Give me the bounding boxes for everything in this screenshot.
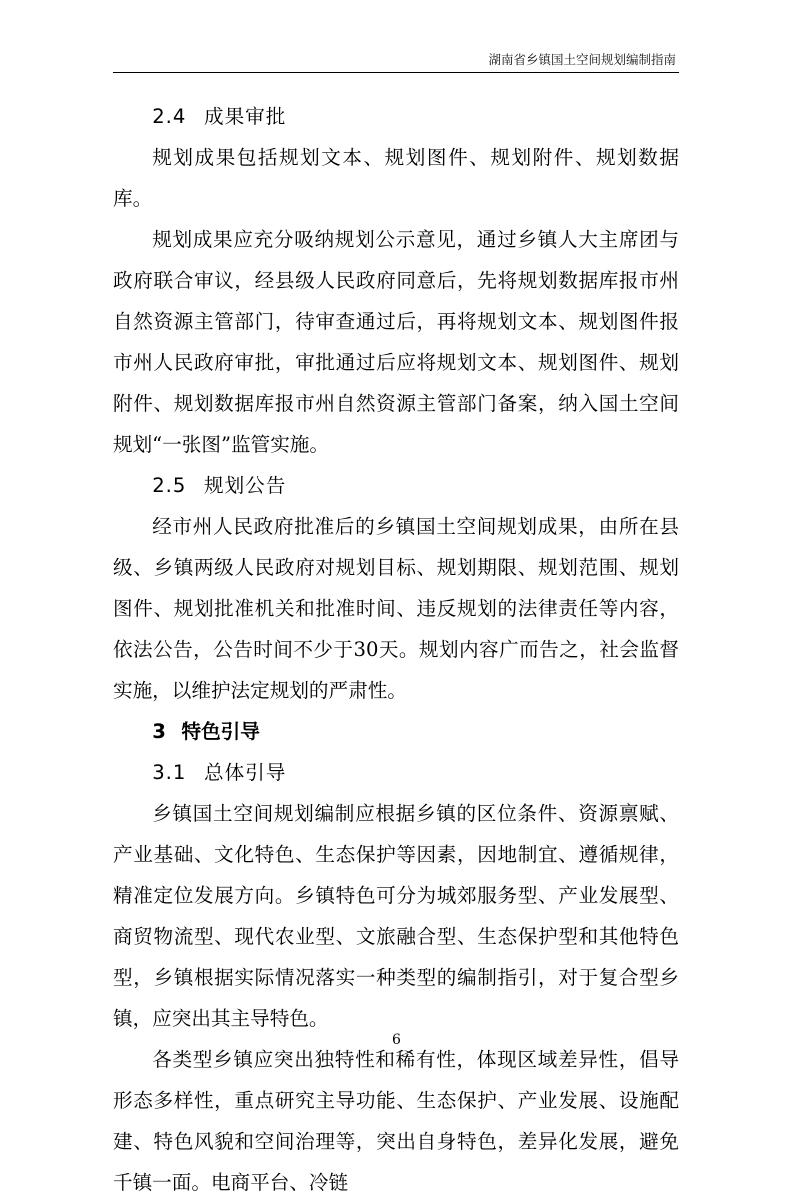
heading-title: 特色引导: [181, 720, 260, 743]
heading-2-4: [113, 96, 679, 137]
page-number: 6: [392, 1032, 401, 1048]
paragraph: 各类型乡镇应突出独特性和稀有性，体现区域差异性，倡导形态多样性，重点研究主导功能、生态保护、产业发展、设施配建、特色风貌和空间治理等，突出自身特色，差异化发展，避免千镇一面。电商平台、冷链: [113, 1048, 679, 1194]
heading-number: 2.5: [152, 474, 187, 497]
heading-2-5: [113, 465, 679, 506]
heading-number: 2.4: [152, 105, 187, 128]
heading-title: 规划公告: [203, 474, 287, 497]
header-rule: [113, 72, 679, 73]
heading-title: 成果审批: [203, 105, 287, 128]
paragraph: 规划成果应充分吸纳规划公示意见，通过乡镇人大主席团与政府联合审议，经县级人民政府同意后，先将规划数据库报市州自然资源主管部门，待审查通过后，再将规划文本、规划图件报市州人民政府审批，审批通过后应将规划文本、规划图件、规划附件、规划数据库报市州自然资源主管部门备案，纳入国土空间规划“一张图”监管实施。: [113, 228, 679, 456]
heading-number: 3: [152, 720, 166, 743]
heading-3-1: [113, 752, 679, 793]
heading-title: 总体引导: [203, 761, 287, 784]
heading-number: 3.1: [152, 761, 187, 784]
paragraph: 规划成果包括规划文本、规划图件、规划附件、规划数据库。: [113, 146, 679, 210]
paragraph: 乡镇国土空间规划编制应根据乡镇的区位条件、资源禀赋、产业基础、文化特色、生态保护等因素，因地制宜、遵循规律，精准定位发展方向。乡镇特色可分为城郊服务型、产业发展型、商贸物流型、现代农业型、文旅融合型、生态保护型和其他特色型，乡镇根据实际情况落实一种类型的编制指引，对于复合型乡镇，应突出其主导特色。: [113, 802, 679, 1030]
running-header-title: 湖南省乡镇国土空间规划编制指南: [488, 52, 676, 67]
paragraph: 经市州人民政府批准后的乡镇国土空间规划成果，由所在县级、乡镇两级人民政府对规划目标、规划期限、规划范围、规划图件、规划批准机关和批准时间、违反规划的法律责任等内容，依法公告，公告时间不少于30天。规划内容广而告之，社会监督实施，以维护法定规划的严肃性。: [113, 515, 679, 702]
heading-3: [113, 711, 679, 752]
